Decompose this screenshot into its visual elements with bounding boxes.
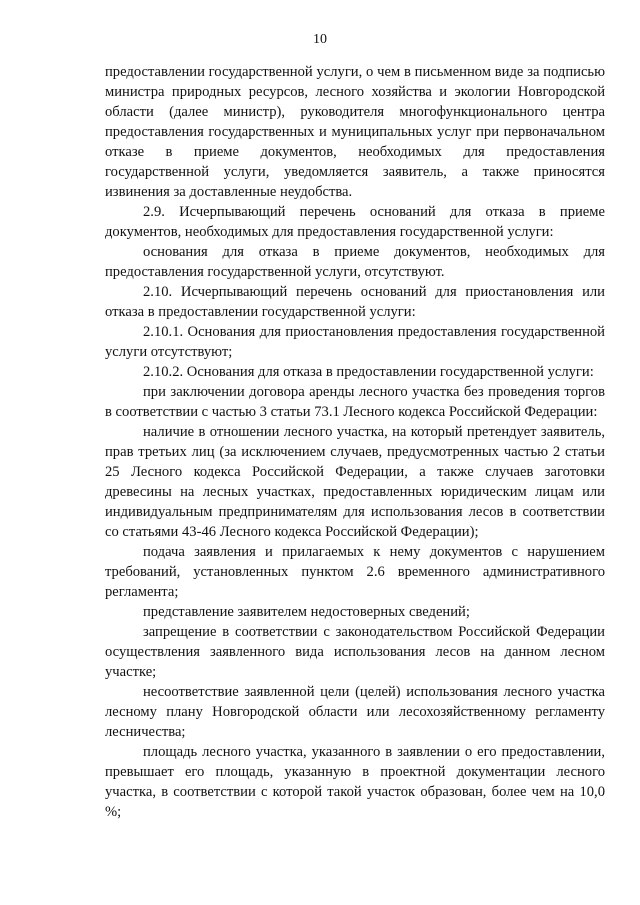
list-item-area-excess: площадь лесного участка, указанного в заявлении о его предоставлении, превышает его площадь, указанную в проектной документации лесного участка, в соответствии с которой такой участок образован, более чем на 10,0 %; — [105, 744, 605, 820]
paragraph-continuation: предоставлении государственной услуги, о чем в письменном виде за подписью министра природных ресурсов, лесного хозяйства и экологии Новгородской области (далее министр), руководителя многофункционального центра предоставления государственных и муниципальных услуг при первоначальном отказе в приеме документов, необходимых для предоставления государственной услуги, уведомляется заявитель, а также приносятся извинения за доставленные неудобства. — [105, 64, 605, 200]
paragraph-lease-contract: при заключении договора аренды лесного участка без проведения торгов в соответствии с частью 3 статьи 73.1 Лесного кодекса Российской Федерации: — [105, 384, 605, 420]
list-item-purpose-mismatch: несоответствие заявленной цели (целей) использования лесного участка лесному плану Новгородской области или лесохозяйственному регламенту лесничества; — [105, 684, 605, 740]
paragraph-2-9-grounds: основания для отказа в приеме документов, необходимых для предоставления государственной услуги, отсутствуют. — [105, 244, 605, 280]
list-item-third-party-rights: наличие в отношении лесного участка, на который претендует заявитель, прав третьих лиц (за исключением случаев, предусмотренных частью 2 статьи 25 Лесного кодекса Российской Федерации, а также случаев заготовки древесины на лесных участках, предоставленных юридическим лицам или индивидуальным предпринимателям для использования лесов в соответствии со статьями 43-46 Лесного кодекса Российской Федерации); — [105, 424, 605, 540]
document-body — [105, 62, 605, 822]
paragraph-2-10: 2.10. Исчерпывающий перечень оснований для приостановления или отказа в предоставлении государственной услуги: — [105, 284, 605, 320]
page-number: 10 — [313, 32, 327, 47]
list-item-false-information: представление заявителем недостоверных сведений; — [143, 604, 470, 620]
paragraph-2-9: 2.9. Исчерпывающий перечень оснований для отказа в приеме документов, необходимых для предоставления государственной услуги: — [105, 204, 605, 240]
list-item-application-violation: подача заявления и прилагаемых к нему документов с нарушением требований, установленных пунктом 2.6 временного административного регламента; — [105, 544, 605, 600]
paragraph-2-10-2: 2.10.2. Основания для отказа в предоставлении государственной услуги: — [143, 364, 594, 380]
paragraph-2-10-1: 2.10.1. Основания для приостановления предоставления государственной услуги отсутствуют; — [105, 324, 605, 360]
list-item-prohibition: запрещение в соответствии с законодательством Российской Федерации осуществления заявленного вида использования лесов на данном лесном участке; — [105, 624, 605, 680]
